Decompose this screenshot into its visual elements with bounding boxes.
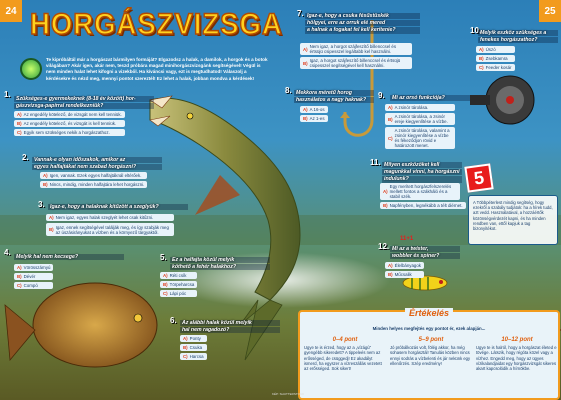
q1-c-text: Egyik sem szükséges nekik a horgászathoz. xyxy=(23,130,110,135)
q12-answers xyxy=(385,262,424,278)
q2-answer-b[interactable] xyxy=(40,181,147,188)
score-col-high-head: 10–12 pont xyxy=(501,337,533,343)
q2-a-key: A) xyxy=(43,173,48,178)
left-page-number: 24 xyxy=(0,0,22,22)
q7-answer-a[interactable] xyxy=(300,43,412,55)
q1-answer-b[interactable] xyxy=(14,120,125,127)
evaluation-panel xyxy=(298,310,560,400)
q10-a-key: A) xyxy=(479,47,484,52)
q11-a-key: A) xyxy=(383,189,388,194)
q11-b-text: Napfényben, legnékább a télt diérnet. xyxy=(389,203,463,208)
q6-line-2: hal nem ragadozó? xyxy=(180,327,280,333)
q7-answer-b[interactable] xyxy=(300,57,412,69)
q12-a-key: A) xyxy=(388,263,393,268)
hook-barb xyxy=(340,112,350,118)
q1-number: 1. xyxy=(4,90,11,99)
q7-line-1: Igaz-e, hogy a csuka fésűstüskék xyxy=(305,13,420,19)
q5-c-text: Lápi póc xyxy=(169,291,187,296)
q9-line-1: Mi az orsó funkciója? xyxy=(390,95,470,101)
q3-text xyxy=(48,204,188,211)
q4-b-key: B) xyxy=(17,274,22,279)
right-page-number: 25 xyxy=(539,0,561,22)
q1-text xyxy=(14,96,154,110)
q4-answer-c[interactable] xyxy=(14,282,53,289)
q8-number: 8. xyxy=(285,86,292,95)
q6-c-text: Harcsa xyxy=(189,354,204,359)
q5-answers xyxy=(160,272,197,297)
score-col-mid-text: Jó próbálkozás volt, fölég akkor, ha még sohasem horgásztál! Tanulás közben nincs ennyi sodrás a vízbelenti és jár nekünk egy ellenőrzés. Szép eredmény! xyxy=(390,345,471,366)
q1-answers xyxy=(14,111,125,136)
score-col-low xyxy=(304,338,386,371)
q10-c-text: Feeder kosár xyxy=(485,65,512,70)
q11-b-key: B) xyxy=(383,203,388,208)
q10-answer-a[interactable] xyxy=(476,46,515,53)
q2-answer-a[interactable] xyxy=(40,172,147,179)
q6-answer-b[interactable] xyxy=(180,344,207,351)
q4-answer-b[interactable] xyxy=(14,273,53,280)
q8-answers xyxy=(300,106,328,122)
q5-answer-c[interactable] xyxy=(160,290,197,297)
q6-answer-a[interactable] xyxy=(180,335,207,342)
q9-a-key: A) xyxy=(388,105,393,110)
carp-tail xyxy=(5,305,35,360)
q6-answers xyxy=(180,335,207,360)
q12-line-2: wobbler és spiner? xyxy=(390,253,460,259)
q11-line-2: magunkkal vinni, ha horgászni xyxy=(382,169,462,175)
q1-a-text: Az engedély kötelező, de vizsgát nem kell tenniük. xyxy=(23,112,122,117)
q9-b-key: B) xyxy=(388,116,393,122)
q5-a-text: Réti csík xyxy=(169,273,187,278)
q10-answers xyxy=(476,46,515,71)
q9-answers xyxy=(385,104,455,149)
q4-answers xyxy=(14,264,53,289)
q4-text xyxy=(14,254,124,261)
q8-a-key: A) xyxy=(303,107,308,112)
q10-line-2: fenekes horgászathoz? xyxy=(478,37,558,43)
q5-b-key: B) xyxy=(163,282,168,287)
score-col-mid xyxy=(390,338,472,366)
q9-text xyxy=(390,95,470,102)
q9-c-text: A zsinór tárolása, valamint a zsinór kiegyenlítése a vízbe és fékeződjon rövid e határozott menet. xyxy=(394,128,450,148)
q4-a-text: Vörösszárnyú xyxy=(23,265,51,270)
q8-b-key: B) xyxy=(303,116,308,121)
q1-b-text: Az engedély kötelező, és vizsgát is kell tenniük. xyxy=(23,121,117,126)
q2-line-1: Vannak-e olyan időszakok, amikor az xyxy=(32,157,162,163)
q2-answers xyxy=(40,172,147,188)
score-col-low-head: 0–4 pont xyxy=(332,337,358,343)
q8-b-text: Az 1-es xyxy=(309,116,325,121)
q1-a-key: A) xyxy=(17,112,22,117)
info-box: A Többpéterlest mindig segítség, hogy ezekről a szabály tudjátok: ha a hírek tudd, azt vedd. Használatával, a hozzáértők közönségvérdezét kapni, és ha minden rendben van, ettől kapjuk a tag bizonyítékot. xyxy=(468,195,558,245)
q11-answer-a[interactable] xyxy=(380,183,460,200)
q6-b-text: Csuka xyxy=(189,345,203,350)
q11-number: 11. xyxy=(370,158,381,167)
q3-number: 3. xyxy=(38,200,45,209)
q5-line-1: Ez a halfajta közül melyik xyxy=(170,257,270,263)
q7-line-3: a halnak a fogakat fel kell kerítenie? xyxy=(305,27,420,33)
q10-line-1: Melyik eszköz szükséges a xyxy=(478,30,558,36)
q2-b-key: B) xyxy=(43,182,48,187)
q2-number: 2. xyxy=(22,153,29,162)
q3-b-text: Igaz, ennek segítségével találják meg, és így szabják meg az úszásirányukat a vízben és a környező tárgyaktól. xyxy=(55,224,169,235)
q9-number: 9. xyxy=(378,91,385,100)
q6-a-key: A) xyxy=(183,336,188,341)
q4-b-text: Dévér xyxy=(23,274,36,279)
q3-a-text: Nem igaz, egyes halak szeglyét lehet csak kitűzni. xyxy=(55,215,154,220)
q7-text xyxy=(305,13,420,35)
intro-text: Te kipróbáltál már a horgászat bármilyen formáját? Elgazodsz a halak, a damilok, a horgok és a botok világában? Akár igen, akár nem, teszd próbára magad minihorgászvizsgánk segítségével! Végül is nem minden halat lehet kifogni a vizekből. Ha kíváncsi vagy, ezt is megtudhatod! Válaszolj a kérdésekre és nézd meg, mennyi pontot szereztél! Ez lehet a halak, jobban mondva a kérdések! xyxy=(46,57,268,81)
q9-answer-a[interactable] xyxy=(385,104,455,111)
q7-a-key: A) xyxy=(303,46,308,52)
q6-number: 6. xyxy=(170,316,177,325)
q10-b-text: Zsebkamra xyxy=(485,56,508,61)
score-col-low-text: Ugye te is érzed, hogy az a „vízágú” gyengébb sikeredett? A tippeleés nem az erősséged, de csüggedj! Ez akadályt ismerd, ha egyszer a vízreszállás vezetett az erősséged. Sok sikert! xyxy=(304,345,382,372)
q12-text xyxy=(390,246,460,260)
q10-b-key: B) xyxy=(479,56,484,61)
q4-number: 4. xyxy=(4,248,11,257)
q4-line-1: Melyik hal nem kecsege? xyxy=(14,254,124,260)
q7-line-2: hölgyei, erre az orruk elé mered xyxy=(305,20,420,26)
q4-c-key: C) xyxy=(17,283,22,288)
q6-a-text: Ponty xyxy=(189,336,201,341)
q12-b-key: B) xyxy=(388,272,393,277)
page-title: HORGÁSZVIZSGA xyxy=(30,8,283,41)
q11-answer-b[interactable] xyxy=(380,202,466,209)
q10-answer-b[interactable] xyxy=(476,55,515,62)
pike-fin xyxy=(195,175,240,215)
q10-text xyxy=(478,30,558,44)
q9-c-key: C) xyxy=(388,135,393,141)
score-col-high-text: Ugye te is halról, hogy a horgászat életed e tövége. Látszik, hogy régóta közel vagy a vízhez. Engedd meg, hogy az ügyes vízikalandjaidat egy horgászvizsgát sikeres akart kapcsolódik a hírnökbe. xyxy=(476,345,557,372)
q3-a-key: A) xyxy=(49,215,54,220)
q9-answer-c[interactable] xyxy=(385,127,455,149)
q10-c-key: C) xyxy=(479,65,484,70)
evaluation-subtitle: Minden helyes megfejtés egy pontot ér, ezek alapján... xyxy=(372,326,486,331)
carp-fish xyxy=(33,283,157,367)
q8-line-2: használatos a nagy haknak? xyxy=(294,97,374,103)
q5-answer-b[interactable] xyxy=(160,281,197,288)
bonus-stamp: 11+1 xyxy=(400,236,414,242)
q10-a-text: Úszó xyxy=(485,47,496,52)
q8-a-text: A 16-os xyxy=(309,107,325,112)
q1-line-2: gászvizsga-papírral rendelkezniük? xyxy=(14,103,154,109)
q12-answer-a[interactable] xyxy=(385,262,424,269)
q9-b-text: A zsinór tárolása, a zsinór ereje kiegyenlítése a vízbe. xyxy=(394,114,448,124)
q4-c-text: Compó xyxy=(23,283,38,288)
q8-text xyxy=(294,90,374,104)
q12-a-text: Élelbányagok xyxy=(394,263,422,268)
q10-answer-c[interactable] xyxy=(476,64,515,71)
fishing-reel xyxy=(470,76,534,124)
q7-a-text: Nem igaz, a horgot szájfeszítő ​​billenccsel és értsüjü csipesszel legáltabb kel használni. xyxy=(309,44,397,54)
q5-c-key: C) xyxy=(163,291,168,296)
q6-line-1: Az alábbi halak közül melyik xyxy=(180,320,280,326)
q5-number: 5. xyxy=(160,253,167,262)
q7-b-key: B) xyxy=(303,60,308,66)
q2-line-2: egyes halfajtákat nem szabad horgászni? xyxy=(32,164,162,170)
q3-b-key: B) xyxy=(49,227,54,232)
q7-answers xyxy=(300,43,412,69)
pike-eye xyxy=(187,113,193,119)
q3-answer-b[interactable] xyxy=(46,223,174,236)
q11-a-text: Egy merített horgászfelszerelés mellett fontos a szákháló és a stabil szék. xyxy=(389,184,452,199)
q8-answer-b[interactable] xyxy=(300,115,328,122)
q12-answer-b[interactable] xyxy=(385,271,424,278)
q11-line-1: Milyen eszközöket kell xyxy=(382,162,462,168)
evaluation-title: Értékelés xyxy=(405,308,453,318)
carp-eye xyxy=(134,314,142,322)
number-five-badge: 5 xyxy=(464,163,493,192)
q6-answer-c[interactable] xyxy=(180,353,207,360)
q1-c-key: C) xyxy=(17,130,22,135)
photo-credit: KÉP: SHUTTERSTOCK xyxy=(272,392,305,396)
q6-c-key: C) xyxy=(183,354,188,359)
q6-text xyxy=(180,320,280,334)
q1-answer-c[interactable] xyxy=(14,129,125,136)
q11-answers xyxy=(380,183,466,209)
q5-answer-a[interactable] xyxy=(160,272,197,279)
q2-a-text: Igen, vannak. Ezek egyes halfajtáknál eltérőek. xyxy=(49,173,142,178)
q4-answer-a[interactable] xyxy=(14,264,53,271)
score-col-mid-head: 5–9 pont xyxy=(418,337,444,343)
q2-text xyxy=(32,157,162,171)
q1-line-1: Szükséges-e gyermekeknek (8-18 év között) hor- xyxy=(14,96,154,102)
q5-text xyxy=(170,257,270,271)
q3-answer-a[interactable] xyxy=(46,214,174,221)
score-col-high xyxy=(476,338,558,371)
q11-text xyxy=(382,162,462,184)
q3-answers xyxy=(46,214,174,236)
q7-number: 7. xyxy=(297,9,304,18)
q12-line-1: Mi az a twister, xyxy=(390,246,460,252)
q8-line-1: Mekkora méretű horog xyxy=(294,90,374,96)
q12-number: 12. xyxy=(378,242,390,251)
q10-number: 10. xyxy=(470,26,482,35)
q1-b-key: B) xyxy=(17,121,22,126)
q11-line-3: indulunk? xyxy=(382,176,462,182)
q8-answer-a[interactable] xyxy=(300,106,328,113)
q6-b-key: B) xyxy=(183,345,188,350)
q9-a-text: A zsinór tárolása. xyxy=(394,105,429,110)
q12-b-text: Műcsalik xyxy=(394,272,412,277)
q4-a-key: A) xyxy=(17,265,22,270)
q2-b-text: Nincs, mindig, minden halfajtára lehet horgászni. xyxy=(49,182,145,187)
q5-a-key: A) xyxy=(163,273,168,278)
q3-line-1: Igaz-e, hogy a halaknak kitűzött a szeglyük? xyxy=(48,204,188,210)
q5-b-text: Törpeharcsa xyxy=(169,282,195,287)
wobbler-lure xyxy=(403,276,447,290)
q5-line-2: köthető a fehér halakhoz? xyxy=(170,264,270,270)
q9-answer-b[interactable] xyxy=(385,113,455,125)
q7-b-text: Igaz, a horgot szájfeszítő billenccsel és értsüjü csipesszel segítségével kell használni. xyxy=(309,58,401,68)
q1-answer-a[interactable] xyxy=(14,111,125,118)
